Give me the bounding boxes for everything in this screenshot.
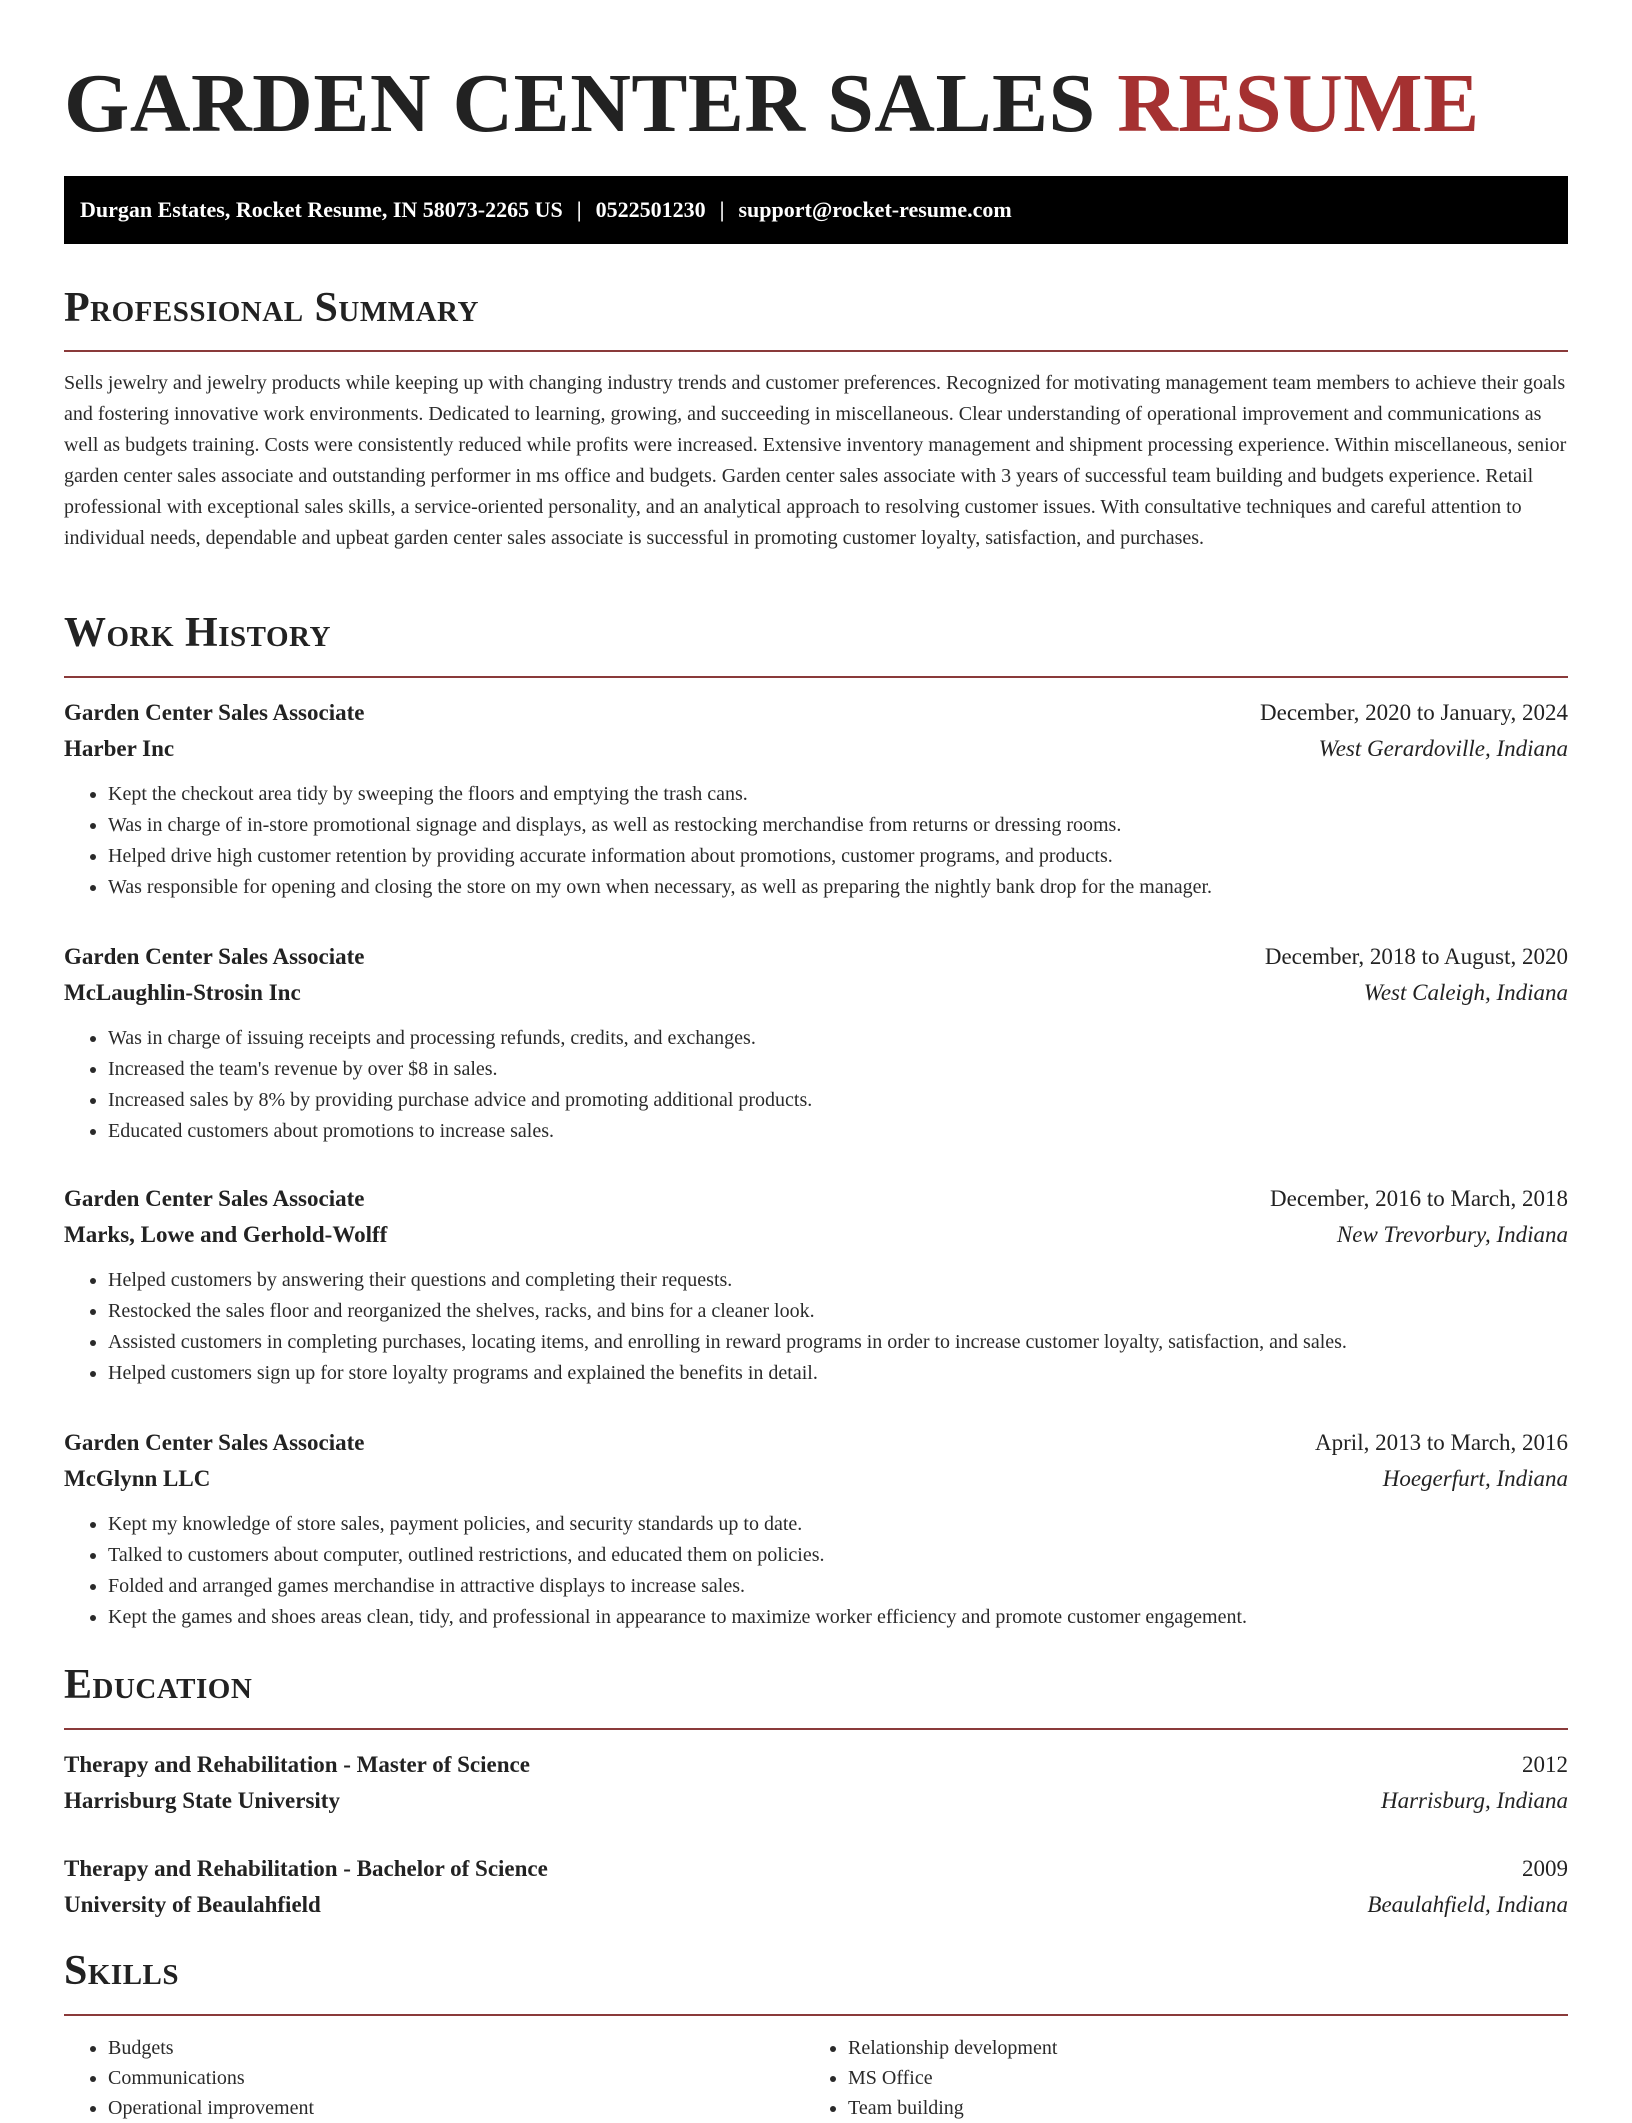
job-company: Harber Inc <box>64 736 175 761</box>
education-year: 2012 <box>1522 1752 1568 1777</box>
education-entry <box>64 1747 1568 1819</box>
job-company: Marks, Lowe and Gerhold-Wolff <box>64 1222 388 1247</box>
education-school: University of Beaulahfield <box>64 1892 321 1917</box>
job-title: Garden Center Sales Associate <box>64 1430 365 1455</box>
title-main: GARDEN CENTER SALES <box>64 57 1096 150</box>
skill-item: • MS Office <box>848 2063 1057 2093</box>
job-bullet: • Kept the games and shoes areas clean, tidy, and professional in appearance to maximize worker efficiency and promote customer engagement. <box>108 1602 1568 1633</box>
job-bullet: • Helped drive high customer retention by providing accurate information about promotions, customer programs, and products. <box>108 841 1568 872</box>
contact-separator: | <box>576 197 582 222</box>
job-entry <box>64 695 1568 903</box>
education-location: Harrisburg, Indiana <box>1381 1788 1568 1813</box>
contact-bar <box>64 176 1568 244</box>
job-bullet: • Increased sales by 8% by providing purchase advice and promoting additional products. <box>108 1085 1568 1116</box>
education-entry <box>64 1851 1568 1923</box>
job-dates: December, 2016 to March, 2018 <box>1270 1186 1568 1211</box>
contact-separator: | <box>719 197 725 222</box>
education-year: 2009 <box>1522 1856 1568 1881</box>
job-bullet: • Talked to customers about computer, outlined restrictions, and educated them on policies. <box>108 1540 1568 1571</box>
job-title: Garden Center Sales Associate <box>64 944 365 969</box>
job-dates: December, 2018 to August, 2020 <box>1264 944 1568 969</box>
job-bullet: • Restocked the sales floor and reorganized the shelves, racks, and bins for a cleaner look. <box>108 1296 1568 1327</box>
section-divider <box>64 350 1568 352</box>
job-bullet: • Was in charge of in-store promotional signage and displays, as well as restocking merchandise from returns or dressing rooms. <box>108 810 1568 841</box>
job-location: Hoegerfurt, Indiana <box>1382 1466 1568 1491</box>
job-title: Garden Center Sales Associate <box>64 700 365 725</box>
job-bullet: • Kept the checkout area tidy by sweeping the floors and emptying the trash cans. <box>108 779 1568 810</box>
job-location: West Gerardoville, Indiana <box>1318 736 1568 761</box>
skill-item: • Relationship development <box>848 2033 1057 2063</box>
job-dates: April, 2013 to March, 2016 <box>1315 1430 1568 1455</box>
education-school: Harrisburg State University <box>64 1788 340 1813</box>
education-heading: Education <box>64 1662 253 1708</box>
job-location: New Trevorbury, Indiana <box>1336 1222 1568 1247</box>
job-bullets <box>64 1509 1568 1633</box>
job-entry <box>64 939 1568 1147</box>
job-bullet: • Educated customers about promotions to increase sales. <box>108 1116 1568 1147</box>
skill-item: • Budgets <box>108 2033 314 2063</box>
section-divider <box>64 2014 1568 2016</box>
job-company: McLaughlin-Strosin Inc <box>64 980 301 1005</box>
skills-column <box>64 2033 314 2123</box>
job-entry <box>64 1181 1568 1389</box>
job-company: McGlynn LLC <box>64 1466 211 1491</box>
skill-item: • Communications <box>108 2063 314 2093</box>
section-divider <box>64 1728 1568 1730</box>
skill-item: • Operational improvement <box>108 2093 314 2123</box>
job-bullets <box>64 779 1568 903</box>
education-degree: Therapy and Rehabilitation - Master of Science <box>64 1752 530 1777</box>
title-accent: RESUME <box>1117 57 1480 150</box>
contact-phone: 0522501230 <box>595 197 706 222</box>
job-location: West Caleigh, Indiana <box>1363 980 1568 1005</box>
job-bullets <box>64 1023 1568 1147</box>
job-bullet: • Was responsible for opening and closing the store on my own when necessary, as well as preparing the nightly bank drop for the manager. <box>108 872 1568 903</box>
education-location: Beaulahfield, Indiana <box>1367 1892 1568 1917</box>
skills-column <box>804 2033 1057 2123</box>
job-bullet: • Increased the team's revenue by over $8 in sales. <box>108 1054 1568 1085</box>
skill-item: • Team building <box>848 2093 1057 2123</box>
job-bullet: • Folded and arranged games merchandise in attractive displays to increase sales. <box>108 1571 1568 1602</box>
skills-heading: Skills <box>64 1948 180 1994</box>
summary-heading: Professional Summary <box>64 285 479 331</box>
resume-title <box>64 54 1480 155</box>
contact-address: Durgan Estates, Rocket Resume, IN 58073-2265 US <box>80 197 563 222</box>
job-bullet: • Assisted customers in completing purchases, locating items, and enrolling in reward programs in order to increase customer loyalty, satisfaction, and sales. <box>108 1327 1568 1358</box>
job-bullet: • Helped customers by answering their questions and completing their requests. <box>108 1265 1568 1296</box>
job-title: Garden Center Sales Associate <box>64 1186 365 1211</box>
education-degree: Therapy and Rehabilitation - Bachelor of Science <box>64 1856 548 1881</box>
work-history-heading: Work History <box>64 610 331 656</box>
job-dates: December, 2020 to January, 2024 <box>1260 700 1568 725</box>
job-bullet: • Helped customers sign up for store loyalty programs and explained the benefits in detail. <box>108 1358 1568 1389</box>
section-divider <box>64 676 1568 678</box>
job-bullets <box>64 1265 1568 1389</box>
job-bullet: • Was in charge of issuing receipts and processing refunds, credits, and exchanges. <box>108 1023 1568 1054</box>
job-entry <box>64 1425 1568 1633</box>
summary-text: Sells jewelry and jewelry products while keeping up with changing industry trends and customer preferences. Recognized for motivating management team members to achieve their goals and fostering innovative work environments. Dedicated to learning, growing, and succeeding in miscellaneous. Clear understanding of operational improvement and communications as well as budgets training. Costs were consistently reduced while profits were increased. Extensive inventory management and shipment processing experience. Within miscellaneous, senior garden center sales associate and outstanding performer in ms office and budgets. Garden center sales associate with 3 years of successful team building and budgets experience. Retail professional with exceptional sales skills, a service-oriented personality, and an analytical approach to resolving customer issues. With consultative techniques and careful attention to individual needs, dependable and upbeat garden center sales associate is successful in promoting customer loyalty, satisfaction, and purchases. <box>64 372 1567 549</box>
contact-email[interactable]: support@rocket-resume.com <box>738 197 1012 222</box>
job-bullet: • Kept my knowledge of store sales, payment policies, and security standards up to date. <box>108 1509 1568 1540</box>
